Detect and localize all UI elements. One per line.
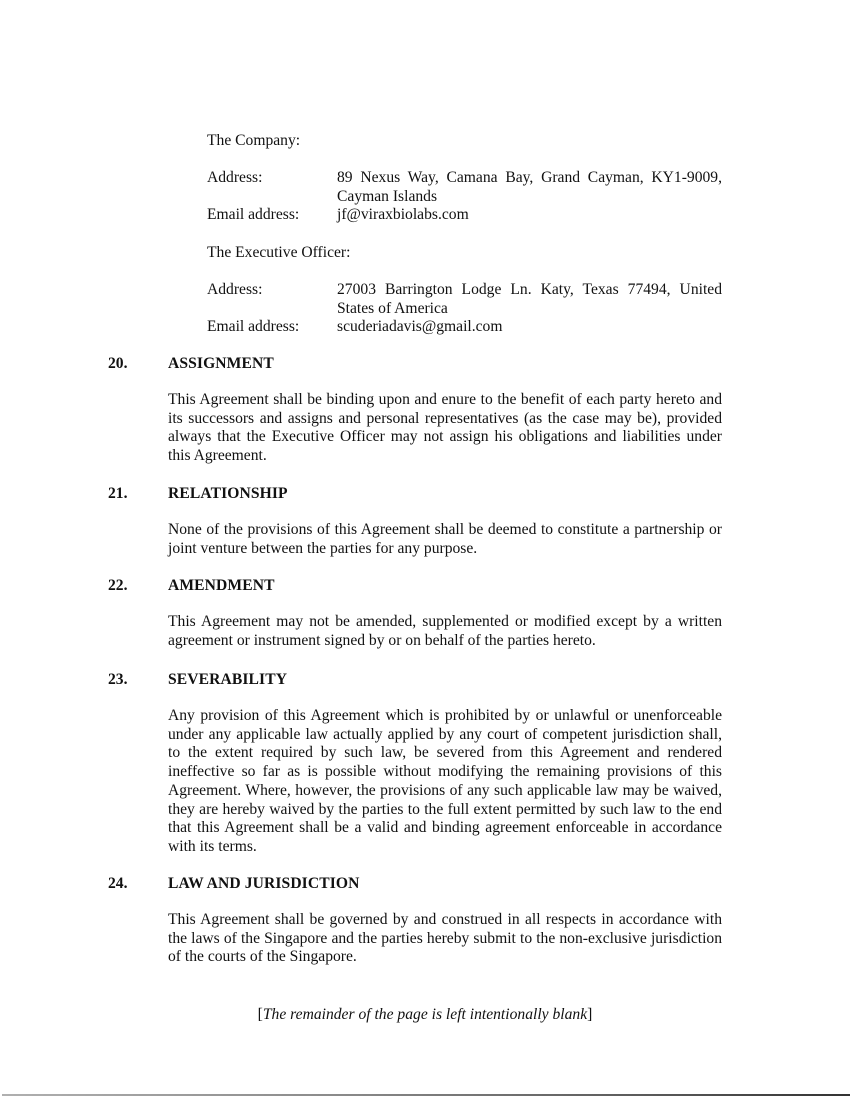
clause-title: AMENDMENT bbox=[168, 577, 275, 594]
clause-title: ASSIGNMENT bbox=[168, 355, 274, 372]
close-bracket: ] bbox=[587, 1006, 593, 1023]
clause-relationship bbox=[108, 485, 722, 558]
company-email-value: jf@viraxbiolabs.com bbox=[337, 206, 469, 223]
scan-edge-line bbox=[2, 1094, 850, 1096]
company-email-label: Email address: bbox=[207, 206, 300, 223]
clause-body: None of the provisions of this Agreement shall be deemed to constitute a partnership or joint venture between the parties for any purpose. bbox=[168, 521, 722, 557]
clause-body: Any provision of this Agreement which is prohibited by or unlawful or unenforceable under any applicable law actually applied by any court of competent jurisdiction shall, to the extent required by such law, be severed from this Agreement and rendered ineffective so far as is possible without modifying the remaining provisions of this Agreement. Where, however, the provisions of any such applicable law may be waived, they are hereby waived by the parties to the full extent permitted by such law to the end that this Agreement shall be a valid and binding agreement enforceable in accordance with its terms. bbox=[168, 707, 722, 855]
clause-heading bbox=[108, 577, 722, 595]
company-address-row bbox=[207, 169, 722, 206]
clause-heading bbox=[108, 875, 722, 893]
clause-amendment bbox=[108, 577, 722, 650]
open-bracket: [ bbox=[257, 1006, 263, 1023]
clause-assignment bbox=[108, 355, 722, 466]
clause-number: 20. bbox=[108, 355, 128, 372]
clause-body: This Agreement shall be binding upon and enure to the benefit of each party hereto and its successors and assigns and personal representatives (as the case may be), provided always that the Executive Officer may not assign his obligations and liabilities under this Agreement. bbox=[168, 391, 722, 465]
company-address-value: 89 Nexus Way, Camana Bay, Grand Cayman, KY1-9009, Cayman Islands bbox=[337, 169, 722, 205]
clause-heading bbox=[108, 355, 722, 373]
clause-body: This Agreement shall be governed by and construed in all respects in accordance with the laws of the Singapore and the parties hereby submit to the non-exclusive jurisdiction of the courts of the Singapore. bbox=[168, 911, 722, 966]
company-address-label: Address: bbox=[207, 169, 263, 186]
clause-number: 21. bbox=[108, 485, 128, 502]
executive-email-value: scuderiadavis@gmail.com bbox=[337, 318, 503, 335]
clause-body: This Agreement may not be amended, supplemented or modified except by a written agreement or instrument signed by or on behalf of the parties hereto. bbox=[168, 613, 722, 649]
notice-executive bbox=[207, 244, 722, 337]
party-title-company: The Company: bbox=[207, 132, 301, 149]
clause-title: RELATIONSHIP bbox=[168, 485, 288, 502]
intentionally-blank-note bbox=[0, 1006, 850, 1024]
clause-heading bbox=[108, 671, 722, 689]
party-title-executive: The Executive Officer: bbox=[207, 244, 351, 261]
clause-number: 22. bbox=[108, 577, 128, 594]
clause-title: LAW AND JURISDICTION bbox=[168, 875, 360, 892]
executive-address-label: Address: bbox=[207, 281, 263, 298]
company-email-row bbox=[207, 206, 722, 225]
clause-title: SEVERABILITY bbox=[168, 671, 288, 688]
clause-severability bbox=[108, 671, 722, 857]
executive-email-label: Email address: bbox=[207, 318, 300, 335]
executive-address-row bbox=[207, 281, 722, 318]
executive-address-value: 27003 Barrington Lodge Ln. Katy, Texas 77494, United States of America bbox=[337, 281, 722, 317]
clause-number: 24. bbox=[108, 875, 128, 892]
notice-company bbox=[207, 132, 722, 225]
clause-heading bbox=[108, 485, 722, 503]
clause-number: 23. bbox=[108, 671, 128, 688]
clause-law-and-jurisdiction bbox=[108, 875, 722, 967]
executive-email-row bbox=[207, 318, 722, 337]
blank-note-text: The remainder of the page is left intentionally blank bbox=[262, 1006, 588, 1023]
